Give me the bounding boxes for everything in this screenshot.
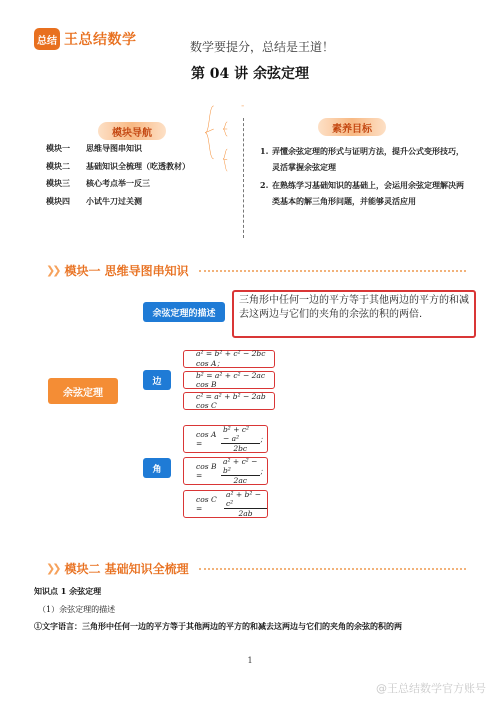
connector-root-desc [205, 106, 213, 133]
formula-cos-c [183, 490, 268, 518]
double-chevron-icon: ❯❯ [46, 562, 59, 575]
nav-value: 核心考点举一反三 [86, 178, 150, 188]
watermark: @王总结数学官方账号 [376, 682, 486, 695]
section-label: 模块一 思维导图串知识 [64, 264, 189, 278]
knowledge-text: ①文字语言：三角形中任何一边的平方等于其他两边的平方的和减去这两边与它们的夹角的余弦的积的两 [34, 621, 402, 631]
connector-edge-f1 [223, 122, 227, 129]
formula-lhs: cos A = [196, 430, 217, 448]
connector-root-edge [205, 129, 213, 133]
nav-badge: 模块导航 [98, 122, 166, 140]
goals-badge: 素养目标 [318, 118, 386, 136]
lecture-title: 第 04 讲 余弦定理 [190, 66, 310, 82]
connector-angle-f4 [223, 149, 227, 159]
goal-text: 在熟练学习基础知识的基础上，会运用余弦定理解决两类基本的解三角形问题，并能够灵活应用 [272, 180, 464, 206]
numerator: a² + b² − c² [224, 490, 267, 509]
nav-key: 模块一 [46, 143, 70, 153]
section-heading-mindmap [46, 262, 466, 279]
numerator: b² + c² − a² [221, 425, 260, 444]
goal-text: 弄懂余弦定理的形式与证明方法，提升公式变形技巧，灵活掌握余弦定理 [272, 146, 464, 172]
denominator: 2ab [238, 509, 253, 518]
mindmap-node-description: 余弦定理的描述 [143, 302, 225, 322]
denominator: 2bc [233, 444, 248, 453]
fraction [221, 457, 259, 485]
goal-number: 2. [260, 180, 269, 190]
fraction [221, 425, 260, 453]
formula-tail: ； [259, 466, 267, 476]
formula-lhs: cos C = [196, 495, 217, 513]
formula-edge-c: c² = a² + b² − 2ab cos C [183, 392, 275, 410]
dotted-rule [199, 568, 466, 570]
fraction [224, 490, 267, 518]
logo-mark: 总结 [34, 28, 60, 50]
mindmap-connectors [0, 0, 500, 240]
knowledge-subheading: （1）余弦定理的描述 [38, 605, 116, 614]
connector-root-angle [205, 133, 213, 159]
formula-lhs: cos B = [196, 462, 217, 480]
section-label: 模块二 基础知识全梳理 [64, 562, 189, 576]
theorem-description-box: 三角形中任何一边的平方等于其他两边的平方的和减去这两边与它们的夹角的余弦的积的两倍. [232, 290, 476, 338]
formula-edge-a: a² = b² + c² − 2bc cos A； [183, 350, 275, 368]
knowledge-point-title: 知识点 1 余弦定理 [34, 586, 102, 596]
denominator: 2ac [233, 476, 247, 485]
mindmap-node-angle: 角 [143, 458, 171, 478]
nav-value: 思维导图串知识 [86, 143, 142, 153]
motto: 数学要提分，总结是王道！ [190, 40, 335, 54]
formula-cos-b [183, 457, 268, 485]
nav-key: 模块三 [46, 178, 70, 188]
formula-cos-a [183, 425, 268, 453]
formula-tail: ； [259, 434, 267, 444]
double-chevron-icon: ❯❯ [46, 264, 59, 277]
brand-name: 王总结数学 [64, 32, 137, 48]
nav-value: 小试牛刀过关测 [86, 195, 142, 206]
goal-number: 1. [260, 146, 269, 156]
page-number: 1 [247, 656, 253, 665]
dotted-rule [199, 270, 466, 272]
nav-key: 模块二 [46, 160, 70, 171]
section-heading-basics [46, 560, 466, 577]
connector-edge-f3 [223, 129, 227, 136]
mindmap-node-edge: 边 [143, 370, 171, 390]
nav-value: 基础知识全梳理（吃透教材） [86, 160, 190, 171]
connector-angle-f6 [223, 159, 227, 171]
mindmap-root-node: 余弦定理 [48, 378, 118, 404]
numerator: a² + c² − b² [221, 457, 259, 476]
nav-key: 模块四 [46, 195, 70, 206]
formula-edge-b: b² = a² + c² − 2ac cos B [183, 371, 275, 389]
